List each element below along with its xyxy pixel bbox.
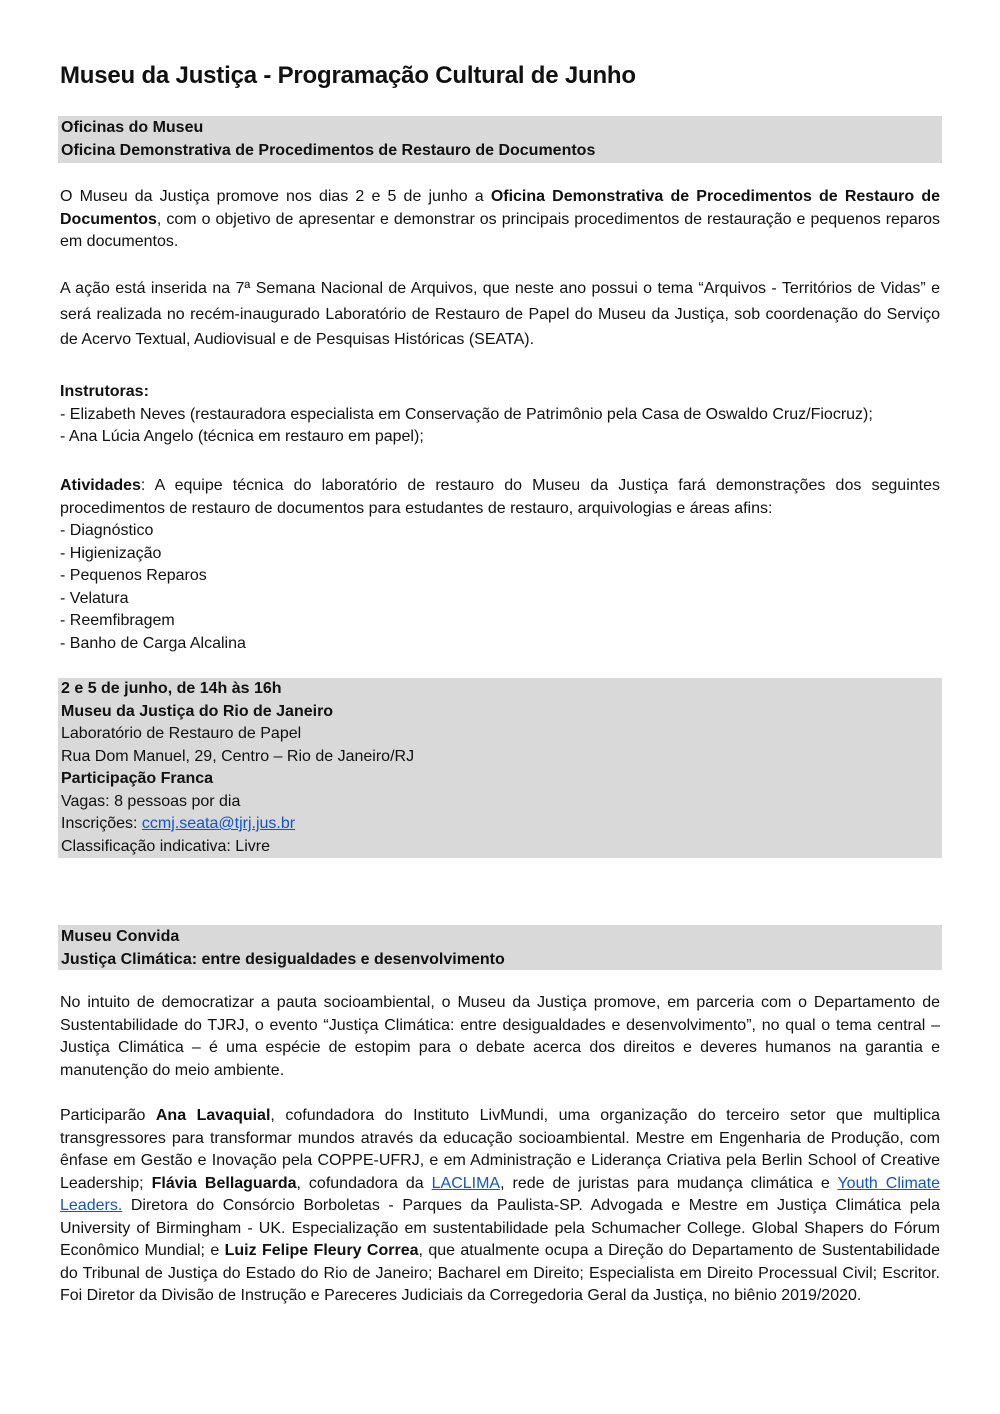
event-address: Rua Dom Manuel, 29, Centro – Rio de Janeiro/RJ <box>61 747 415 765</box>
participants-text: , cofundadora do Instituto LivMundi, uma organização do terceiro setor que multiplica transgressores para transformar mundos através da educação socioambiental. Mestre em Engenharia de Produção, com ênfase em Gestão e Inovação pela COPPE-UFRJ, e em Administração e Liderança Criativa pela Berlin School of Creative Leadership; <box>60 1107 940 1192</box>
event-rating: Classificação indicativa: Livre <box>61 837 270 855</box>
list-item: - Pequenos Reparos <box>60 567 207 584</box>
event-participation: Participação Franca <box>61 770 214 787</box>
oficina-intro-paragraph <box>60 186 940 254</box>
participants-text: , que atualmente ocupa a Direção do Departamento de Sustentabilidade do Tribunal de Justiça do Estado do Rio de Janeiro; Bacharel em Direito; Especialista em Direito Processual Civil; Escritor. Foi Diretor da Divisão de Instrução e Pareceres Judiciais da Corregedoria Geral da Justiça, no biênio 2019/2020. <box>60 1242 941 1304</box>
instructors-label: Instrutoras: <box>60 383 149 400</box>
list-item: - Velatura <box>60 589 129 607</box>
participants-text: Participarão <box>60 1107 156 1124</box>
list-item: - Banho de Carga Alcalina <box>60 634 246 652</box>
section-header-museu-convida <box>58 925 942 970</box>
list-item: - Diagnóstico <box>60 522 154 539</box>
context-paragraph: A ação está inserida na 7ª Semana Nacional de Arquivos, que neste ano possui o tema “Arquivos - Territórios de Vidas” e será realizada no recém-inaugurado Laboratório de Restauro de Papel do Museu da Justiça, sob coordenação do Serviço de Acervo Textual, Audiovisual e de Pesquisas Históricas (SEATA). <box>60 280 940 348</box>
registration-email-link[interactable]: ccmj.seata@tjrj.jus.br <box>141 815 296 832</box>
laclima-link[interactable]: LACLIMA <box>431 1174 501 1192</box>
participants-text: , rede de juristas para mudança climática e <box>500 1174 838 1192</box>
participant-name: Luiz Felipe Fleury Correa <box>224 1242 419 1259</box>
activities-text: : A equipe técnica do laboratório de restauro do Museu da Justiça fará demonstrações dos seguintes procedimentos de restauro de documentos para estudantes de restauro, arquivologias e áreas afins: <box>60 477 940 517</box>
instructor-item: - Elizabeth Neves (restauradora especialista em Conservação de Patrimônio pela Casa de Oswaldo Cruz/Fiocruz); <box>60 405 873 423</box>
instructor-item: - Ana Lúcia Angelo (técnica em restauro em papel); <box>60 428 424 445</box>
section-subtitle: Justiça Climática: entre desigualdades e desenvolvimento <box>61 950 505 968</box>
event-date: 2 e 5 de junho, de 14h às 16h <box>61 680 282 697</box>
section-category: Oficinas do Museu <box>61 119 204 136</box>
registration-label: Inscrições: <box>61 815 142 832</box>
list-item: - Reemfibragem <box>60 612 175 629</box>
participants-text: , cofundadora da <box>296 1174 432 1192</box>
event-vacancies: Vagas: 8 pessoas por dia <box>61 792 241 810</box>
intro-text: O Museu da Justiça promove nos dias 2 e 5 de junho a <box>60 188 491 205</box>
event-room: Laboratório de Restauro de Papel <box>61 725 302 742</box>
oficina-name: Oficina Demonstrativa de Procedimentos de Restauro de Documentos <box>60 188 940 228</box>
participants-text: Diretora do Consórcio Borboletas - Parques da Paulista-SP. Advogada e Mestre em Justiça Climática pela University of Birmingham - UK. Especialização em sustentabilidade pela Schumacher College. Global Shapers do Fórum Econômico Mundial; e <box>60 1197 940 1259</box>
section-subtitle: Oficina Demonstrativa de Procedimentos de Restauro de Documentos <box>61 141 596 159</box>
justica-climatica-intro: No intuito de democratizar a pauta socioambiental, o Museu da Justiça promove, em parceria com o Departamento de Sustentabilidade do TJRJ, o evento “Justiça Climática: entre desigualdades e desenvolvimento”, no qual o tema central – Justiça Climática – é uma espécie de estopim para o debate acerca dos direitos e deveres humanos na garantia e manutenção do meio ambiente. <box>60 994 940 1079</box>
activities-label: Atividades <box>60 477 141 494</box>
instructors-block <box>60 381 940 449</box>
page-title: Museu da Justiça - Programação Cultural de Junho <box>60 62 636 89</box>
event-info-box <box>58 678 942 858</box>
activities-list <box>60 520 940 655</box>
activities-paragraph <box>60 475 940 520</box>
intro-text-continued: , com o objetivo de apresentar e demonstrar os principais procedimentos de restauração e pequenos reparos em documentos. <box>60 210 940 250</box>
participants-paragraph <box>60 1105 940 1308</box>
event-venue: Museu da Justiça do Rio de Janeiro <box>61 702 334 720</box>
participant-name: Flávia Bellaguarda <box>151 1174 297 1192</box>
youth-climate-leaders-link[interactable]: Youth Climate Leaders. <box>60 1174 941 1214</box>
list-item: - Higienização <box>60 544 162 562</box>
event-registration <box>61 813 942 836</box>
participant-name: Ana Lavaquial <box>155 1107 271 1124</box>
section-header-oficinas <box>58 116 942 163</box>
section-category: Museu Convida <box>61 928 180 945</box>
